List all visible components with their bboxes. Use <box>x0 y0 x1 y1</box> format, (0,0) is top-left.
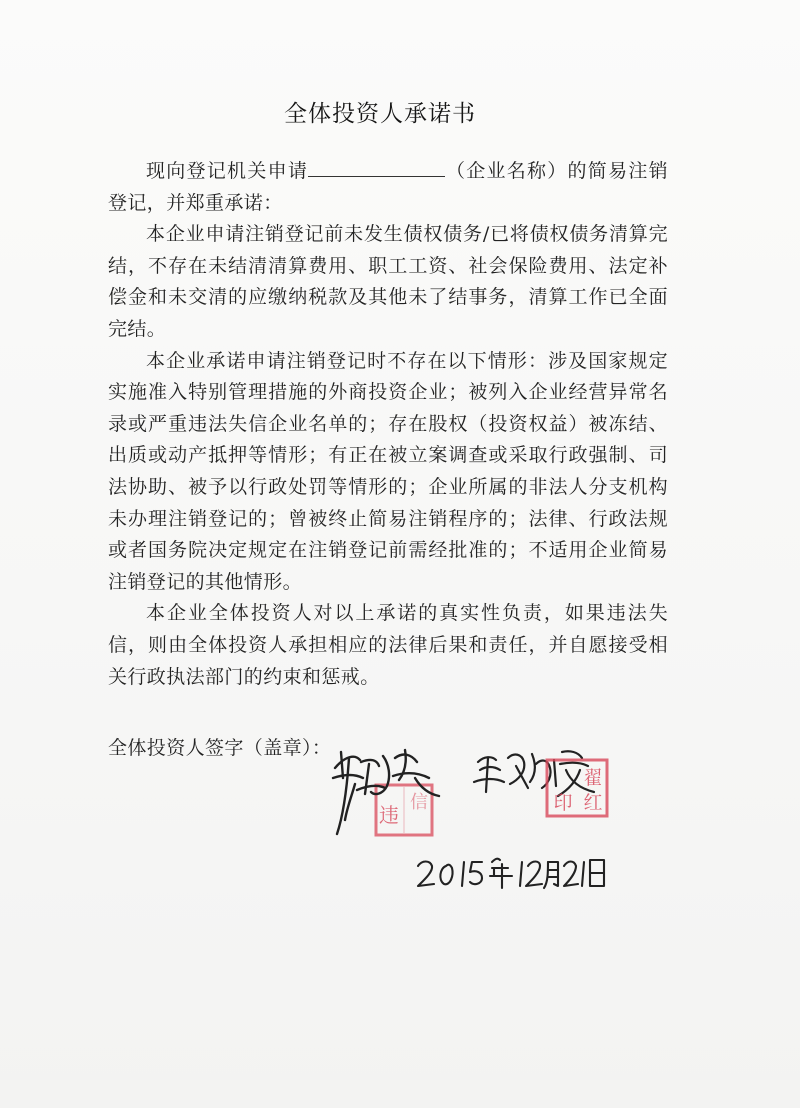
svg-text:红: 红 <box>583 792 603 814</box>
svg-text:信: 信 <box>410 792 428 813</box>
paragraph-application-lead: 现向登记机关申请 <box>146 160 309 182</box>
paragraph-conditions: 本企业承诺申请注销登记时不存在以下情形：涉及国家规定实施准入特别管理措施的外商投资企业；被列入企业经营异常名录或严重违法失信企业名单的；存在股权（投资权益）被冻结、出质或动产抵押等情形；有正在被立案调查或采取行政强制、司法协助、被予以行政处罚等情形的；企业所属的非法人分支机构未办理注销登记的；曾被终止简易注销程序的；法律、行政法规或者国务院决定规定在注销登记前需经批准的；不适用企业简易注销登记的其他情形。 <box>108 349 668 593</box>
paragraph-application-tail: （企业名称）的简易注销登记，并郑重承诺： <box>108 160 668 214</box>
signature-investor-one <box>325 738 447 838</box>
document-body <box>108 156 668 693</box>
paragraph-debts: 本企业申请注销登记前未发生债权债务/已将债权债务清算完结，不存在未结清清算费用、职工工资、社会保险费用、法定补偿金和未交清的应缴纳税款及其他未了结事务，清算工作已全面完结。 <box>108 223 668 340</box>
paragraph-application <box>108 156 668 219</box>
seal-stamp-right <box>544 757 610 819</box>
company-name-blank <box>308 158 445 177</box>
signature-label: 全体投资人签字（盖章）： <box>108 737 332 759</box>
paragraph-responsibility: 本企业全体投资人对以上承诺的真实性负责，如果违法失信，则由全体投资人承担相应的法律后果和责任，并自愿接受相关行政执法部门的约束和惩戒。 <box>108 602 668 688</box>
svg-text:翟: 翟 <box>583 767 603 789</box>
svg-text:违: 违 <box>379 803 399 827</box>
handwritten-date <box>414 852 610 894</box>
svg-text:印: 印 <box>553 792 573 814</box>
document-title: 全体投资人承诺书 <box>284 101 476 127</box>
